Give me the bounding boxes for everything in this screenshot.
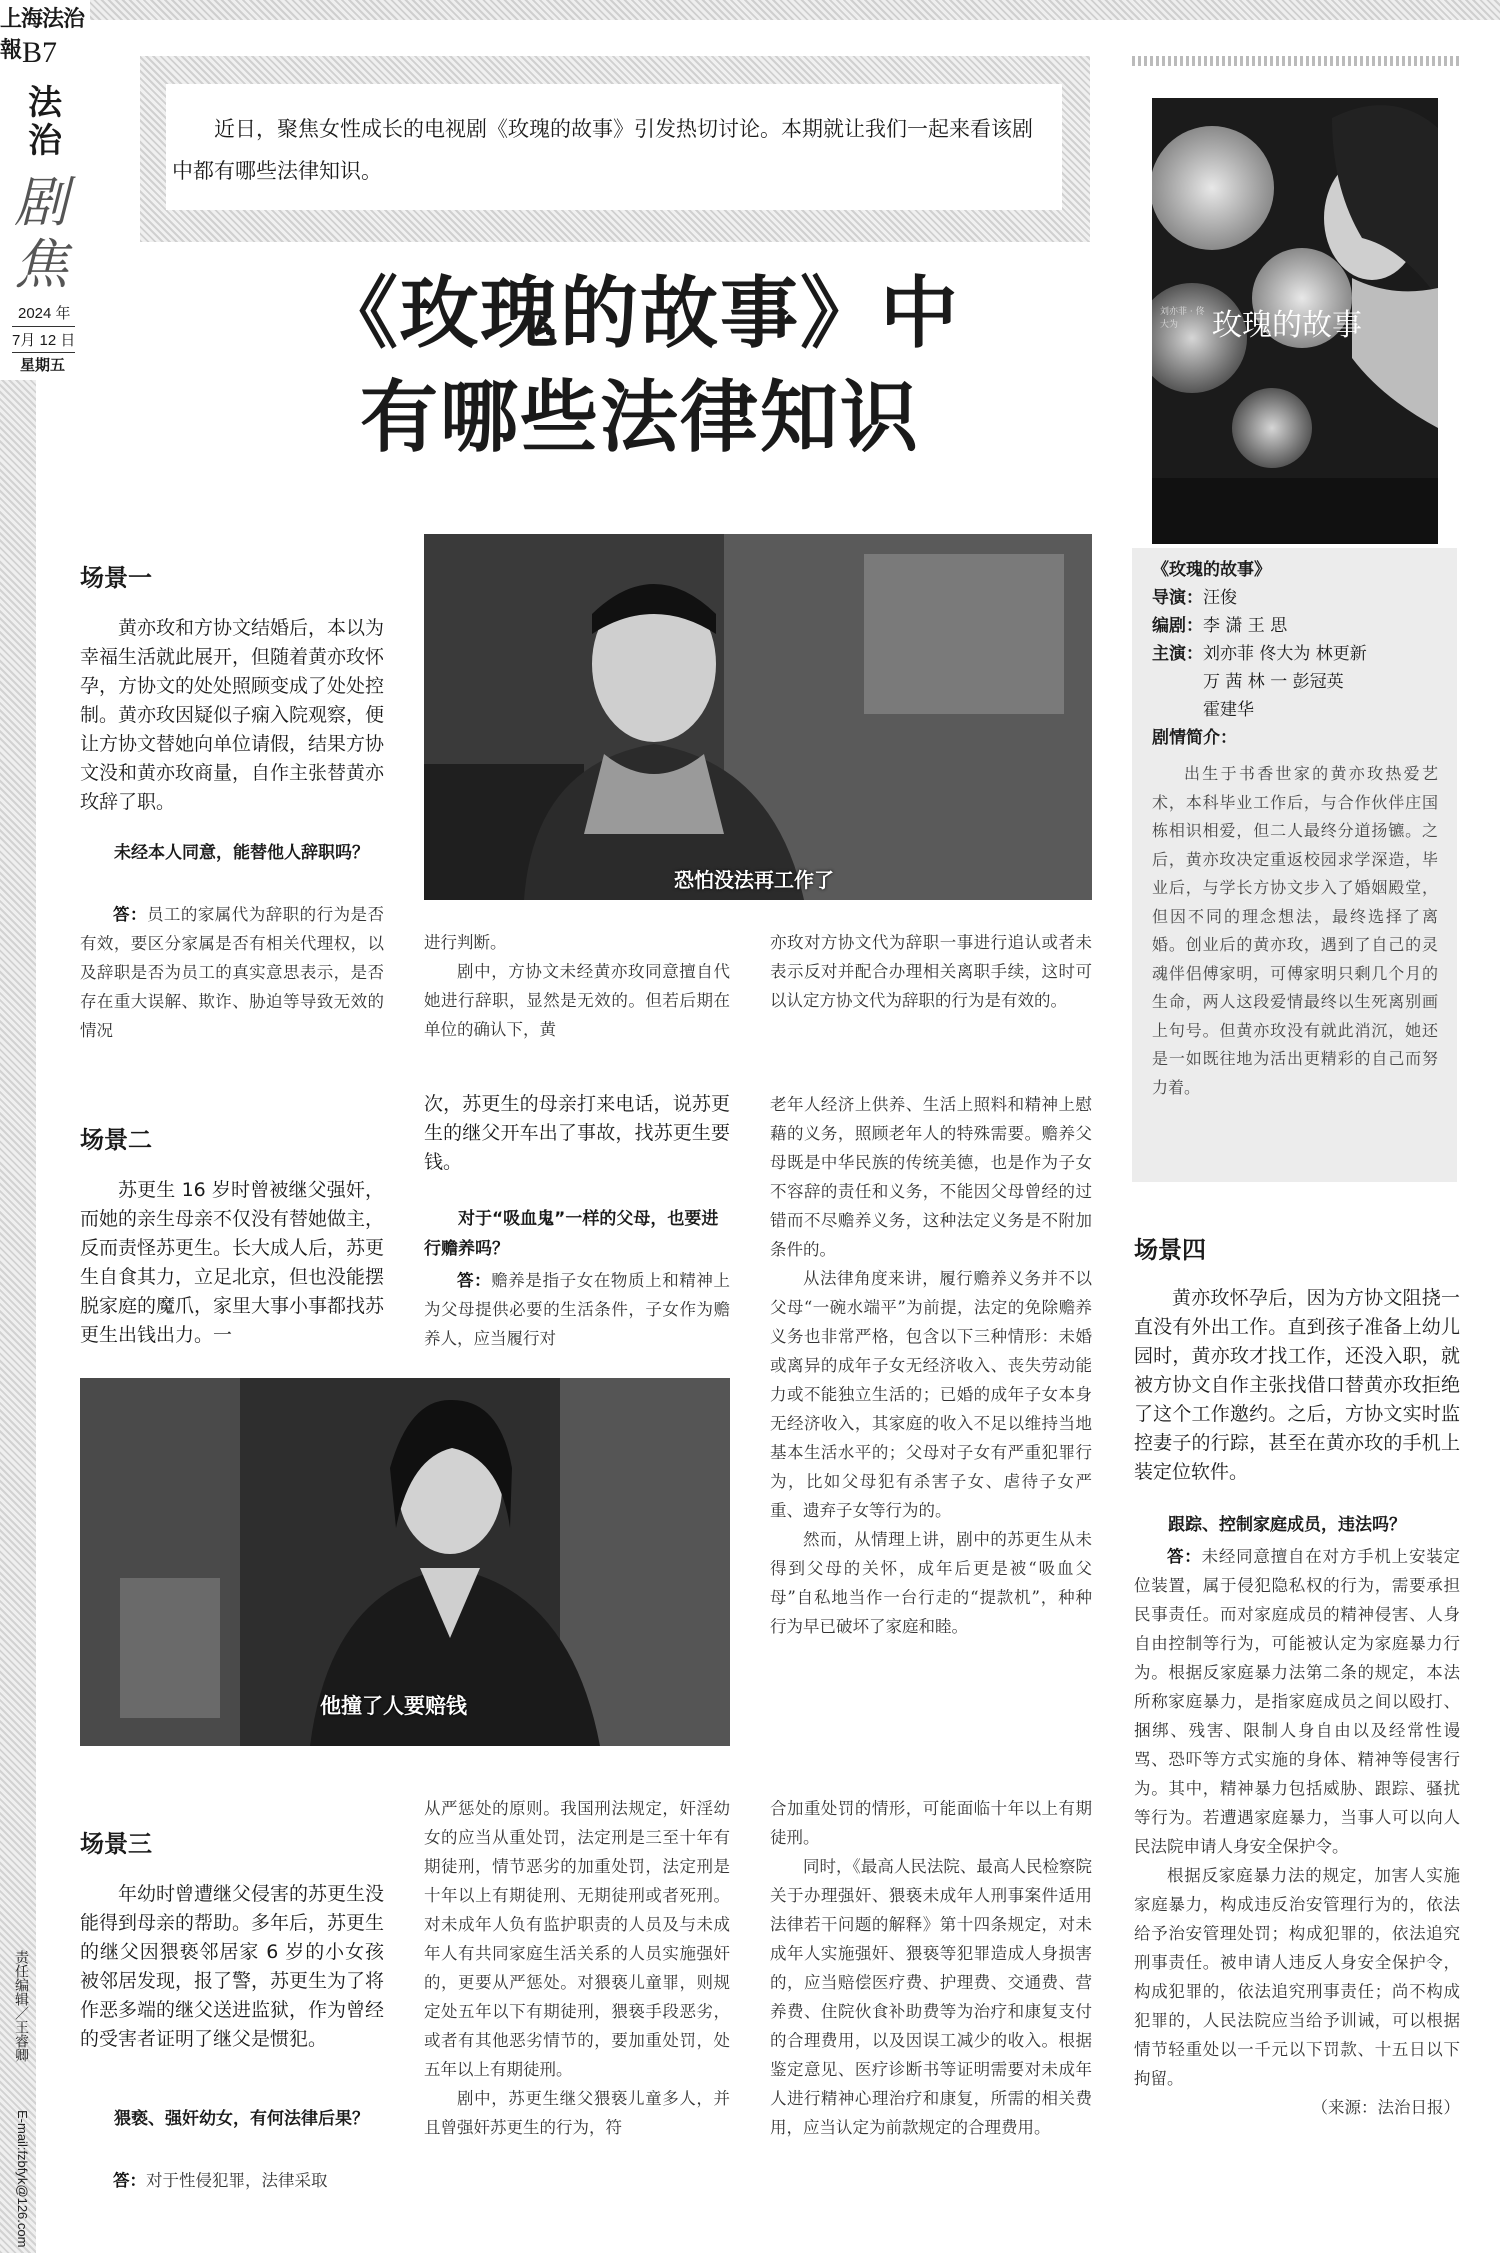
headline-line-1: 《玫瑰的故事》中 [319, 268, 960, 359]
scene-3-answer-col-1 [80, 2166, 384, 2195]
scene-2-title: 场景二 [80, 1126, 152, 1154]
scene-3-answer-col-2-p2: 剧中，苏更生继父猥亵儿童多人，并且曾强奸苏更生的行为，符 [424, 2089, 730, 2137]
poster-top-rule [1132, 56, 1462, 66]
scene-3-answer-text: 对于性侵犯罪，法律采取 [146, 2171, 328, 2190]
scene-4-answer-label: 答： [1167, 1547, 1202, 1566]
scene-1-answer-col-3-p1: 亦玫对方协文代为辞职一事进行追认或者未表示反对并配合办理相关离职手续，这时可以认定方协文代为辞职的行为是有效的。 [770, 933, 1092, 1010]
director-value: 汪俊 [1203, 588, 1237, 608]
scene-2-body-cont: 次，苏更生的母亲打来电话，说苏更生的继父开车出了事故，找苏更生要钱。 [424, 1093, 730, 1173]
scene-2-answer-col-3-p3: 然而，从情理上讲，剧中的苏更生从未得到父母的关怀，成年后更是被“吸血父母”自私地当作一台行走的“提款机”，种种行为早已破坏了家庭和睦。 [770, 1530, 1092, 1636]
scene-3-answer-col-3-p2: 同时，《最高人民法院、最高人民检察院关于办理强奸、猥亵未成年人刑事案件适用法律若干问题的解释》第十四条规定，对未成年人实施强奸、猥亵等犯罪造成人身损害的，应当赔偿医疗费、护理费、交通费、营养费、住院伙食补助费等为治疗和康复支付的合理费用，以及因误工减少的收入。根据鉴定意见、医疗诊断书等证明需要对未成年人进行精神心理治疗和康复，所需的相关费用，应当认定为前款规定的合理费用。 [770, 1857, 1092, 2137]
scene-3-answer-label: 答： [113, 2171, 146, 2190]
synopsis-text: 出生于书香世家的黄亦玫热爱艺术，本科毕业工作后，与合作伙伴庄国栋相识相爱，但二人最终分道扬镳。之后，黄亦玫决定重返校园求学深造，毕业后，与学长方协文步入了婚姻殿堂，但因不同的理念想法，最终选择了离婚。创业后的黄亦玫，遇到了自己的灵魂伴侣傅家明，可傅家明只剩几个月的生命，两人这段爱情最终以生死离别画上句号。但黄亦玫没有就此消沉，她还是一如既往地为活出更精彩的自己而努力着。 [1152, 764, 1438, 1097]
writer-label: 编剧： [1152, 616, 1203, 636]
scene-1-answer-label: 答： [113, 905, 147, 924]
drama-poster [1152, 98, 1438, 544]
scene-3-answer-col-3-p1: 合加重处罚的情形，可能面临十年以上有期徒刑。 [770, 1799, 1092, 1847]
scene-3-answer-col-3 [770, 1794, 1092, 2142]
scene-1-still-photo [424, 534, 1092, 900]
scene-1-answer-col-1 [80, 900, 384, 1045]
scene-1-answer-col-3 [770, 928, 1092, 1015]
scene-1-answer-col-2 [424, 928, 730, 1044]
scene-2-answer-text: 赡养是指子女在物质上和精神上为父母提供必要的生活条件，子女作为赡养人，应当履行对 [424, 1271, 731, 1348]
intro-text: 近日，聚焦女性成长的电视剧《玫瑰的故事》引发热切讨论。本期就让我们一起来看该剧中都有哪些法律知识。 [172, 117, 1033, 183]
show-info [1152, 556, 1442, 752]
scene-4-answer [1134, 1542, 1460, 2122]
scene-2-question: 对于“吸血鬼”一样的父母，也要进行赡养吗？ [424, 1209, 719, 1259]
paper-name: 上海法治報 [0, 6, 85, 63]
editor-credit: 责任编辑／王睿卿 [14, 1950, 30, 2062]
writer-value: 李 潇 王 思 [1203, 616, 1288, 636]
scene-1-subtitle: 恐怕没法再工作了 [674, 868, 834, 892]
date-weekday: 星期五 [20, 357, 66, 374]
cast-label: 主演： [1152, 644, 1203, 664]
date-month-day: 7月 12 日 [12, 326, 75, 353]
scene-4-title: 场景四 [1134, 1236, 1206, 1264]
scene-3-answer-col-2-p1: 从严惩处的原则。我国刑法规定，奸淫幼女的应当从重处罚，法定刑是三至十年有期徒刑，情节恶劣的加重处罚，法定刑是十年以上有期徒刑、无期徒刑或者死刑。对未成年人负有监护职责的人员及与未成年人有共同家庭生活关系的人员实施强奸的，更要从严惩处。对猥亵儿童罪，则规定处五年以下有期徒刑，猥亵手段恶劣，或者有其他恶劣情节的，要加重处罚，处五年以上有期徒刑。 [424, 1799, 730, 2079]
scene-2-still-photo [80, 1378, 730, 1746]
scene-1-title: 场景一 [80, 564, 152, 592]
scene-4-source: （来源：法治日报） [1311, 2098, 1460, 2117]
scene-1-body: 黄亦玫和方协文结婚后，本以为幸福生活就此展开，但随着黄亦玫怀孕，方协文的处处照顾变成了处处控制。黄亦玫因疑似子痫入院观察，便让方协文替她向单位请假，结果方协文没和黄亦玫商量，自作主张替黄亦玫辞了职。 [80, 617, 385, 813]
show-title: 《玫瑰的故事》 [1152, 560, 1271, 580]
cast-line-3: 霍建华 [1203, 700, 1254, 720]
scene-3-body: 年幼时曾遭继父侵害的苏更生没能得到母亲的帮助。多年后，苏更生的继父因猥亵邻居家 6 岁的小女孩被邻居发现，报了警，苏更生为了将作恶多端的继父送进监狱，作为曾经的受害者证明了继父是惯犯。 [80, 1883, 385, 2050]
column-name-legal: 法治 [28, 83, 62, 161]
synopsis-label: 剧情简介： [1152, 728, 1237, 748]
scene-2-body: 苏更生 16 岁时曾被继父强奸，而她的亲生母亲不仅没有替她做主，反而责怪苏更生。长大成人后，苏更生自食其力，立足北京，但也没能摆脱家庭的魔爪，家里大事小事都找苏更生出钱出力。一 [80, 1179, 385, 1346]
column-name-drama: 剧焦 [14, 171, 68, 296]
poster-cast: 刘亦菲 · 佟大为 [1160, 307, 1205, 330]
cast-line-2: 万 茜 林 一 彭冠英 [1203, 672, 1344, 692]
scene-1-answer-text: 员工的家属代为辞职的行为是否有效，要区分家属是否有相关代理权，以及辞职是否为员工的真实意思表示，是否存在重大误解、欺诈、胁迫等导致无效的情况 [80, 905, 385, 1040]
editor-email: E-mail:fzbfyk@126.com [15, 2110, 30, 2248]
scene-2-answer-col-3-p2: 从法律角度来讲，履行赡养义务并不以父母“一碗水端平”为前提，法定的免除赡养义务也非常严格，包含以下三种情形：未婚或离异的成年子女无经济收入、丧失劳动能力或不能独立生活的；已婚的成年子女本身无经济收入，其家庭的收入不足以维持当地基本生活水平的；父母对子女有严重犯罪行为，比如父母犯有杀害子女、虐待子女严重、遗弃子女等行为的。 [770, 1269, 1092, 1520]
poster-title: 玫瑰的故事 [1212, 308, 1362, 343]
scene-2-answer-label: 答： [457, 1271, 492, 1290]
date-year: 2024 年 [18, 305, 71, 322]
scene-1-answer-col-2-p2: 剧中，方协文未经黄亦玫同意擅自代她进行辞职，显然是无效的。但若后期在单位的确认下，黄 [424, 962, 730, 1039]
cast-line-1: 刘亦菲 佟大为 林更新 [1203, 644, 1367, 664]
scene-2-answer-col-3 [770, 1090, 1092, 1641]
man-portrait-icon [424, 534, 1092, 900]
director-label: 导演： [1152, 588, 1203, 608]
scene-2-subtitle: 他撞了人要赔钱 [320, 1694, 467, 1718]
scene-3-answer-col-2 [424, 1794, 730, 2142]
page-number: B7 [22, 36, 58, 69]
scene-2-answer-col-3-p1: 老年人经济上供养、生活上照料和精神上慰藉的义务，照顾老年人的特殊需要。赡养父母既是中华民族的传统美德，也是作为子女不容辞的责任和义务，不能因父母曾经的过错而不尽赡养义务，这种法定义务是不附加条件的。 [770, 1095, 1092, 1259]
headline-line-2: 有哪些法律知识 [359, 372, 920, 463]
scene-4-body: 黄亦玫怀孕后，因为方协文阻挠一直没有外出工作。直到孩子准备上幼儿园时，黄亦玫才找工作，还没入职，就被方协文自作主张找借口替黄亦玫拒绝了这个工作邀约。之后，方协文实时监控妻子的行踪，甚至在黄亦玫的手机上装定位软件。 [1134, 1287, 1460, 1483]
scene-1-question: 未经本人同意，能替他人辞职吗？ [114, 843, 369, 863]
scene-4-answer-p2: 根据反家庭暴力法的规定，加害人实施家庭暴力，构成违反治安管理行为的，依法给予治安管理处罚；构成犯罪的，依法追究刑事责任。被申请人违反人身安全保护令，构成犯罪的，依法追究刑事责任；尚不构成犯罪的，人民法院应当给予训诫，可以根据情节轻重处以一千元以下罚款、十五日以下拘留。 [1134, 1866, 1460, 2088]
headline [200, 262, 1080, 470]
scene-3-title: 场景三 [80, 1830, 152, 1858]
scene-4-answer-p1: 未经同意擅自在对方手机上安装定位装置，属于侵犯隐私权的行为，需要承担民事责任。而对家庭成员的精神侵害、人身自由控制等行为，可能被认定为家庭暴力行为。根据反家庭暴力法第二条的规定，本法所称家庭暴力，是指家庭成员之间以殴打、捆绑、残害、限制人身自由以及经常性谩骂、恐吓等方式实施的身体、精神等侵害行为。其中，精神暴力包括威胁、跟踪、骚扰等行为。若遭遇家庭暴力，当事人可以向人民法院申请人身安全保护令。 [1134, 1547, 1460, 1856]
top-pattern-strip [0, 0, 1500, 20]
scene-2-answer-col-2 [424, 1266, 730, 1353]
scene-3-question: 猥亵、强奸幼女，有何法律后果？ [114, 2109, 369, 2129]
scene-4-question: 跟踪、控制家庭成员，违法吗？ [1168, 1515, 1406, 1535]
scene-1-answer-col-2-p1: 进行判断。 [424, 933, 507, 952]
